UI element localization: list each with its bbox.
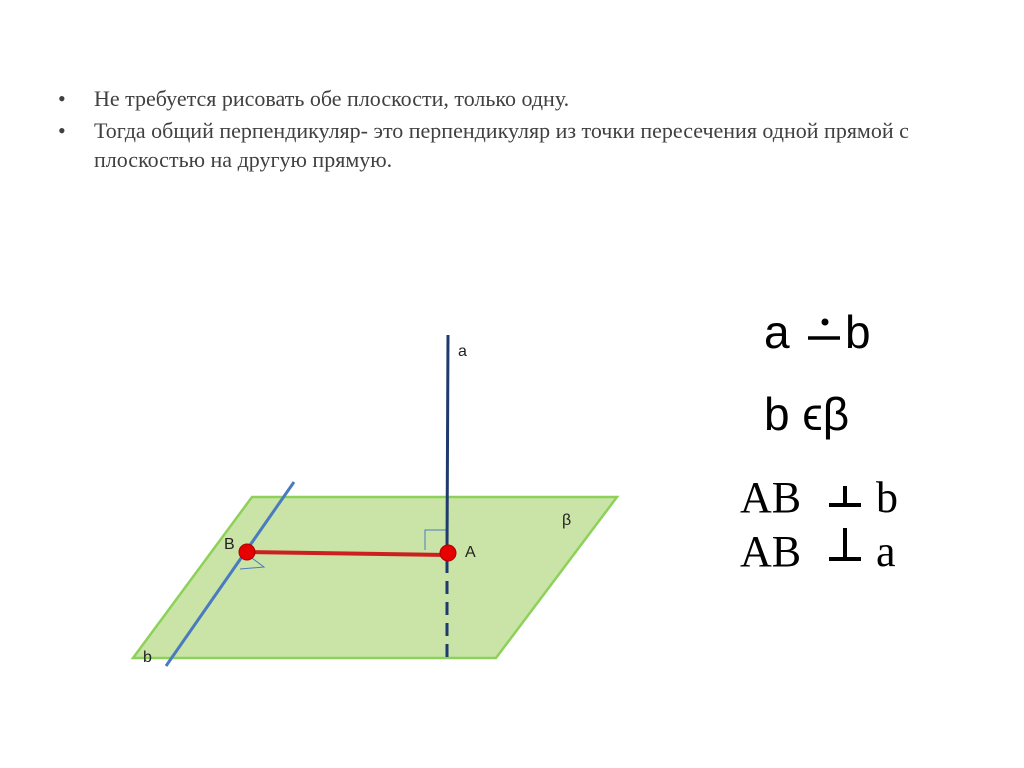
label-point-a: A [465,544,476,561]
bullet-dot: • [58,118,66,143]
formula-4-left: AB [740,527,802,576]
formula-4-right: a [876,527,896,576]
perpendicular-symbol [829,486,861,505]
label-point-b: B [224,536,235,553]
perpendicular-symbol [829,528,861,559]
point-b [239,544,255,560]
label-plane-beta: β [562,512,572,529]
formula-3-right: b [876,473,898,522]
bullet-dot: • [58,86,66,111]
label-line-a: a [458,343,467,360]
line-a [447,335,448,552]
bullet-text: Тогда общий перпендикуляр- это перпендикуляр из точки пересечения одной прямой с плоскостью на другую прямую. [94,118,909,172]
formula-2: b ϵβ [764,388,850,440]
formula-1-left: a [764,306,790,358]
formula-3-left: AB [740,473,802,522]
bullet-text: Не требуется рисовать обе плоскости, только одну. [94,86,570,111]
point-a [440,545,456,561]
plane-beta [133,497,617,658]
skew-lines-symbol [808,319,840,339]
label-line-b: b [143,649,152,666]
formula-1-right: b [845,306,871,358]
